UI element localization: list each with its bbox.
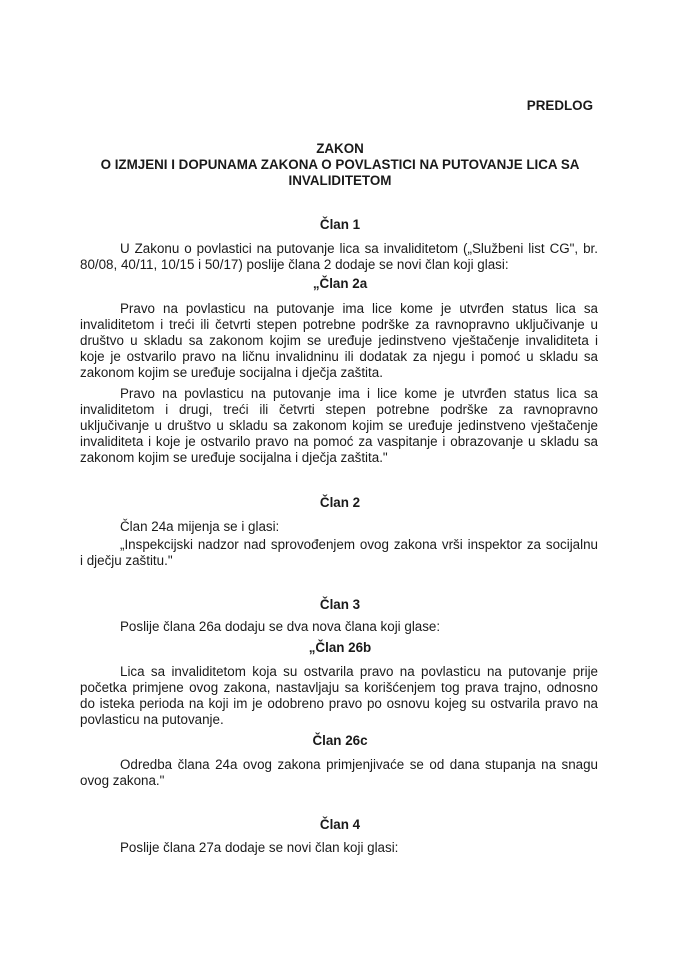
article-2-heading: Član 2: [319, 495, 361, 510]
article-2a-paragraph-2: [80, 386, 598, 466]
title-line-2: O IZMJENI I DOPUNAMA ZAKONA O POVLASTICI NA PUTOVANJE LICA SA: [100, 157, 580, 172]
text-line: Pravo na povlasticu na putovanje ima i lice kome je utvrđen status lica sa: [120, 386, 598, 401]
article-26b-paragraph: [80, 664, 598, 728]
text-line: zakonom kojim se uređuje socijalna i dječja zaštita.: [80, 365, 383, 380]
article-4-heading: Član 4: [319, 817, 361, 832]
text-line: i dječju zaštitu.": [80, 553, 173, 568]
text-line: zakonom kojim se uređuje socijalna i dječja zaštita.": [80, 450, 388, 465]
text-line: invaliditeta i koje je ostvarilo pravo na pomoć za vaspitanje i obrazovanje u skladu sa: [80, 434, 598, 449]
article-1-paragraph-1: [80, 241, 598, 273]
article-4-paragraph-1: [80, 840, 598, 856]
text-line: ovog zakona.": [80, 773, 165, 788]
text-line: Član 24a mijenja se i glasi:: [120, 519, 280, 534]
article-26b-heading: „Član 26b: [308, 640, 372, 655]
article-26c-paragraph: [80, 757, 598, 789]
text-line: do isteka perioda na koji im je odobreno pravo po osnovu kojeg su ostvarila pravo na: [80, 696, 598, 711]
text-line: Poslije člana 27a dodaje se novi član koji glasi:: [120, 840, 399, 855]
text-line: koje je ostvarilo pravo na ličnu invalidninu ili dodatak za njegu i pomoć u skladu sa: [80, 349, 598, 364]
text-line: U Zakonu o povlastici na putovanje lica sa invaliditetom („Službeni list CG", br.: [120, 241, 598, 256]
text-line: početka primjene ovog zakona, nastavljaju sa korišćenjem tog prava trajno, odnosno: [80, 680, 598, 695]
text-line: Lica sa invaliditetom koja su ostvarila pravo na povlasticu na putovanje prije: [120, 664, 598, 679]
text-line: društvo u skladu sa zakonom kojim se uređuje jedinstveno vještačenje invaliditeta i: [80, 333, 598, 348]
article-2-paragraph-1: [80, 519, 598, 535]
text-line: 80/08, 40/11, 10/15 i 50/17) poslije člana 2 dodaje se novi član koji glasi:: [80, 257, 509, 272]
text-line: invaliditetom i treći ili četvrti stepen potrebne podrške za ravnopravno uključivanje u: [80, 317, 598, 332]
article-3-heading: Član 3: [319, 597, 361, 612]
article-2a-paragraph-1: [80, 301, 598, 381]
text-line: uključivanje u društvo u skladu sa zakonom kojim se uređuje jedinstveno vještačenje: [80, 418, 598, 433]
title-line-1: ZAKON: [316, 141, 364, 156]
article-3-paragraph-1: [80, 619, 598, 635]
text-line: „Inspekcijski nadzor nad sprovođenjem ovog zakona vrši inspektor za socijalnu: [120, 537, 598, 552]
text-line: Pravo na povlasticu na putovanje ima lice kome je utvrđen status lica sa: [120, 301, 598, 316]
title-line-3: INVALIDITETOM: [288, 173, 392, 188]
article-2-paragraph-2: [80, 537, 598, 569]
text-line: Poslije člana 26a dodaju se dva nova člana koji glase:: [120, 619, 441, 634]
text-line: Odredba člana 24a ovog zakona primjenjivaće se od dana stupanja na snagu: [120, 757, 598, 772]
article-1-heading: Član 1: [319, 217, 361, 232]
text-line: invaliditetom i drugi, treći ili četvrti stepen potrebne podrške za ravnopravno: [80, 402, 598, 417]
article-26c-heading: Član 26c: [312, 733, 368, 748]
text-line: povlasticu na putovanje.: [80, 712, 224, 727]
predlog-label: PREDLOG: [526, 98, 593, 113]
article-2a-heading: „Član 2a: [312, 276, 368, 291]
